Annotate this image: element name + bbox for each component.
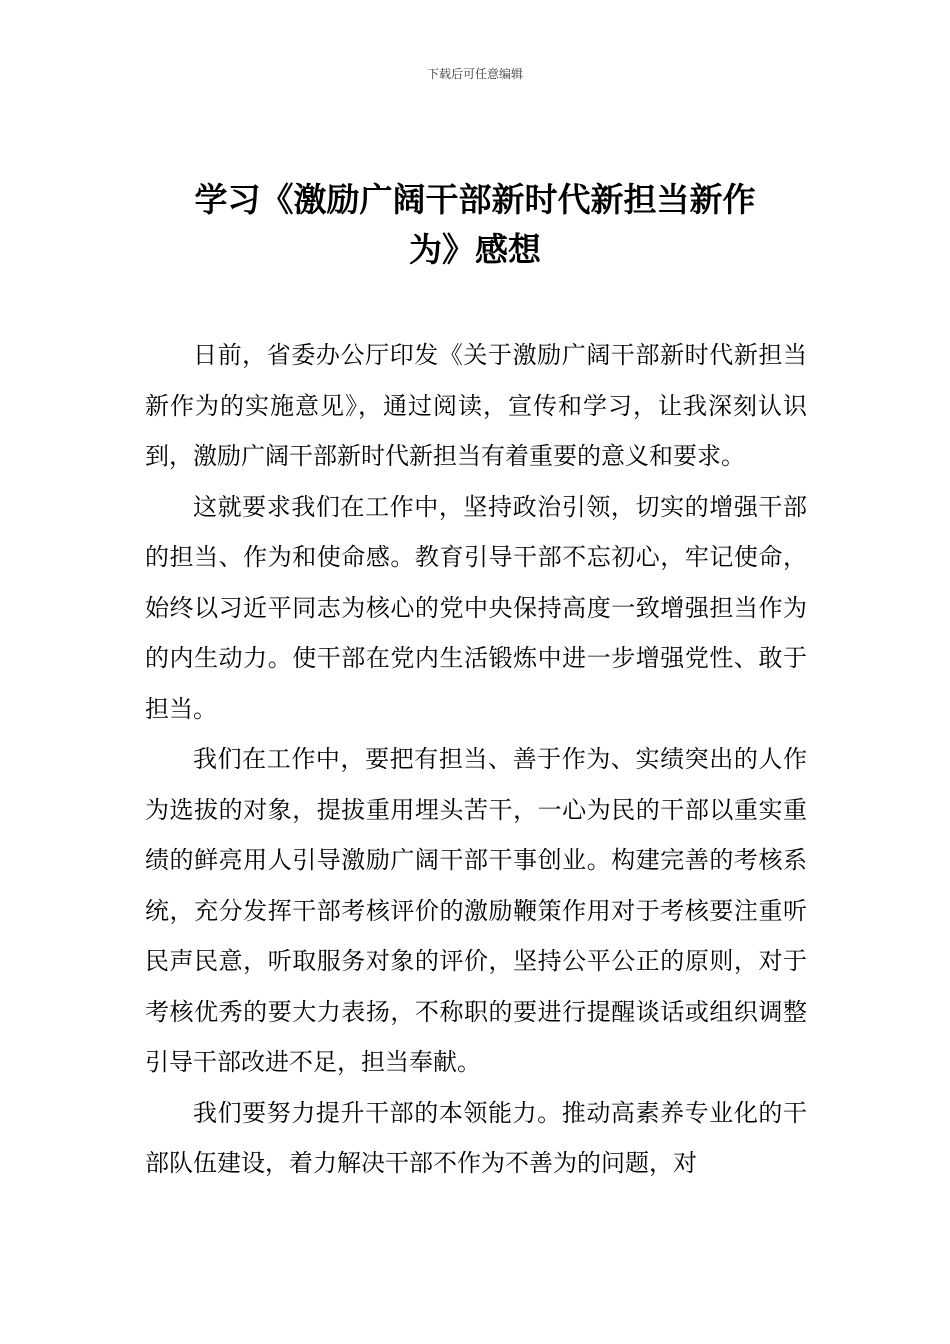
paragraph-2: 这就要求我们在工作中，坚持政治引领，切实的增强干部的担当、作为和使命感。教育引导干部不忘初心，牢记使命，始终以习近平同志为核心的党中央保持高度一致增强担当作为的内生动力。使干部在党内生活锻炼中进一步增强党性、敢于担当。 <box>145 492 807 723</box>
title-line-2: 为》感想 <box>409 230 541 269</box>
paragraph-3: 我们在工作中，要把有担当、善于作为、实绩突出的人作为选拔的对象，提拔重用埋头苦干，一心为民的干部以重实重绩的鲜亮用人引导激励广阔干部干事创业。构建完善的考核系统，充分发挥干部考核评价的激励鞭策作用对于考核要注重听民声民意，听取服务对象的评价，坚持公平公正的原则，对于考核优秀的要大力表扬，不称职的要进行提醒谈话或组织调整引导干部改进不足，担当奉献。 <box>145 745 807 1076</box>
title-line-1: 学习《激励广阔干部新时代新担当新作 <box>194 180 756 219</box>
header-note: 下载后可任意编辑 <box>426 67 523 81</box>
document-body <box>145 330 807 1189</box>
document-title <box>150 175 800 275</box>
paragraph-1: 日前，省委办公厅印发《关于激励广阔干部新时代新担当新作为的实施意见》，通过阅读，宣传和学习，让我深刻认识到，激励广阔干部新时代新担当有着重要的意义和要求。 <box>145 341 807 470</box>
paragraph-4: 我们要努力提升干部的本领能力。推动高素养专业化的干部队伍建设，着力解决干部不作为不善为的问题，对 <box>145 1098 807 1177</box>
